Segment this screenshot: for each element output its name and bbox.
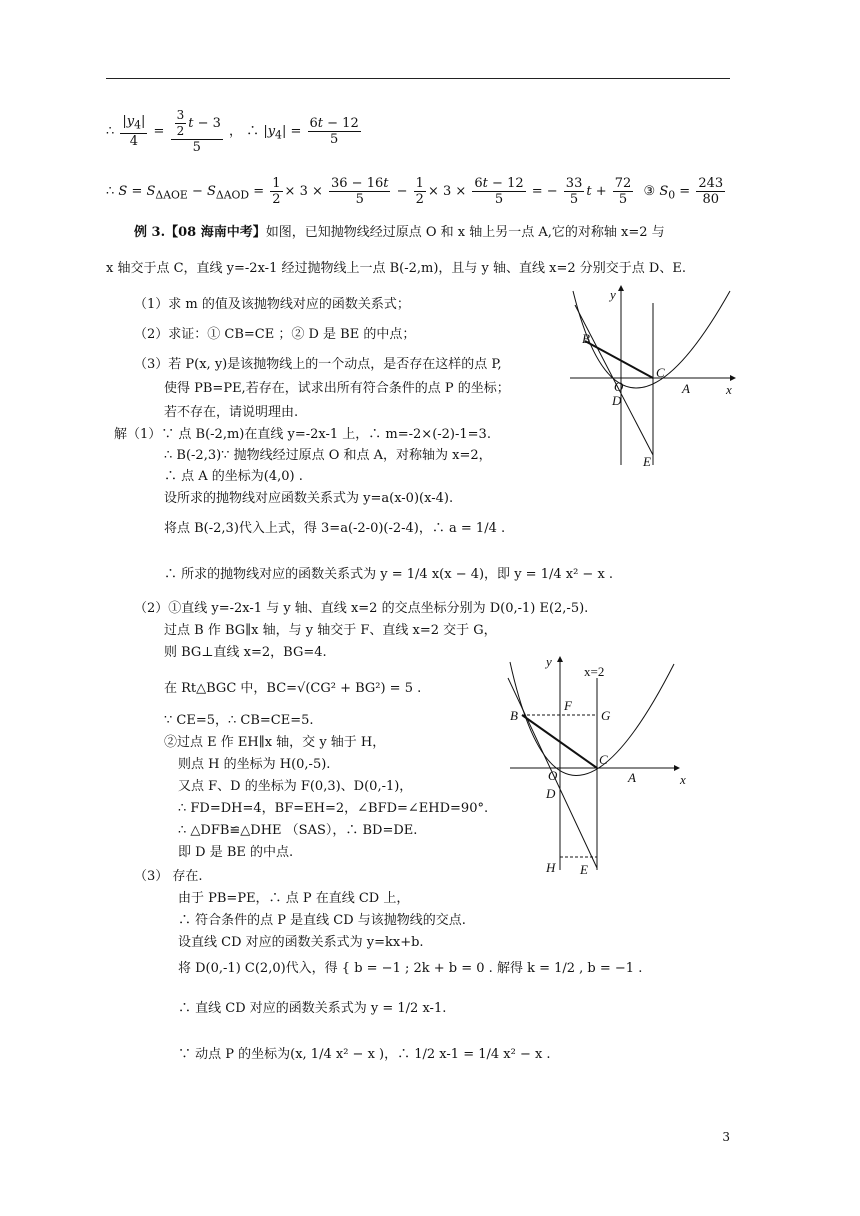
fig1-parabola: [573, 291, 730, 388]
solution-1f: ∴ 所求的抛物线对应的函数关系式为 y = 1/4 x(x − 4)，即 y = 1/4 x² − x .: [164, 567, 614, 582]
question-3a: （3）若 P(x, y)是该抛物线上的一个动点，是否存在这样的点 P,: [134, 357, 502, 372]
fig2-parabola: [510, 662, 674, 776]
fig2-label-x: x: [680, 772, 686, 787]
solution-2f: ②过点 E 作 EH∥x 轴，交 y 轴于 H，: [164, 735, 386, 750]
solution-2c: 则 BG⊥直线 x=2，BG=4.: [164, 645, 327, 660]
example-title: 例 3.【08 海南中考】: [134, 225, 266, 240]
solution-3f: ∴ 直线 CD 对应的函数关系式为 y = 1/2 x-1.: [178, 1001, 447, 1016]
solution-3c: ∴ 符合条件的点 P 是直线 CD 与该抛物线的交点.: [178, 913, 466, 928]
fig2-label-F: F: [564, 698, 572, 713]
example-text-2: x 轴交于点 C，直线 y=-2x-1 经过抛物线上一点 B(-2,m)，且与 y 轴、直线 x=2 分别交于点 D、E.: [106, 261, 686, 276]
figure-1: [570, 285, 750, 470]
solution-2g: 则点 H 的坐标为 H(0,-5).: [178, 757, 331, 772]
fig2-label-B: B: [510, 708, 518, 723]
eq-line-1: ∴ $\frac{|y_4|}{4}$ = $\frac{3}{2}$ t − 3 5 ， ∴ $|y_4|$ = $\frac{6t - 12}{5}$: [106, 108, 359, 155]
fig1-label-D: D: [612, 393, 622, 408]
solution-2b: 过点 B 作 BG∥x 轴，与 y 轴交于 F、直线 x=2 交于 G，: [164, 623, 497, 638]
fig2-label-x2: x=2: [584, 664, 605, 679]
solution-1c: ∴ 点 A 的坐标为(4,0) .: [164, 469, 303, 484]
solution-1a: 解（1）∵ 点 B(-2,m)在直线 y=-2x-1 上，∴ m=-2×(-2)-1=3.: [114, 427, 491, 442]
solution-1b: ∴ B(-2,3)∵ 抛物线经过原点 O 和点 A，对称轴为 x=2，: [164, 448, 492, 463]
question-3c: 若不存在，请说明理由.: [164, 405, 299, 420]
solution-2i: ∴ FD=DH=4，BF=EH=2，∠BFD=∠EHD=90°.: [178, 801, 489, 816]
fig2-label-D: D: [546, 786, 556, 801]
page-number: 3: [722, 1130, 730, 1144]
fig1-segment-BC: [585, 341, 653, 378]
solution-1e: 将点 B(-2,3)代入上式，得 3=a(-2-0)(-2-4)，∴ a = 1/4 .: [164, 521, 506, 536]
fig1-x-arrow: [730, 375, 736, 381]
fig1-label-A: A: [682, 381, 690, 396]
solution-2h: 又点 F、D 的坐标为 F(0,3)、D(0,-1)，: [178, 779, 413, 794]
fig1-label-E: E: [643, 454, 651, 469]
fig1-label-C: C: [656, 365, 665, 380]
eq-line-2: ∴ $S = S_{\Delta AOE} - S_{\Delta AOD}$ = $\frac{1}{2}$ × 3 × $\frac{36 - 16t}{5}$ − $\frac{1}{2}$ × 3 × $\frac{6t - 12}{5}$ = − $\frac{33}{5}$ t + $\frac{72}{5}$ ③ $S_0$ = $\frac{243}{80}$: [106, 176, 724, 207]
solution-3g: ∵ 动点 P 的坐标为(x, 1/4 x² − x )，∴ 1/2 x-1 = 1/4 x² − x .: [178, 1047, 551, 1062]
fig1-label-O: O: [614, 379, 624, 394]
solution-3b: 由于 PB=PE，∴ 点 P 在直线 CD 上，: [178, 891, 410, 906]
solution-3e: 将 D(0,-1) C(2,0)代入，得 { b = −1 ; 2k + b = 0 . 解得 k = 1/2 , b = −1 .: [178, 961, 643, 976]
fig2-label-y: y: [546, 654, 552, 669]
header-rule: [106, 78, 730, 79]
question-3b: 使得 PB=PE,若存在，试求出所有符合条件的点 P 的坐标；: [164, 381, 510, 396]
fig1-y-arrow: [618, 285, 624, 291]
solution-2k: 即 D 是 BE 的中点.: [178, 845, 294, 860]
fig2-label-E: E: [580, 862, 588, 877]
solution-3a: （3） 存在.: [134, 869, 203, 884]
example-intro: [134, 224, 665, 242]
solution-1d: 设所求的抛物线对应函数关系式为 y=a(x-0)(x-4).: [164, 491, 454, 506]
solution-2j: ∴ △DFB≌△DHE （SAS），∴ BD=DE.: [178, 823, 418, 838]
figure-2: [502, 652, 702, 882]
question-1: （1）求 m 的值及该抛物线对应的函数关系式；: [134, 297, 410, 312]
fig1-label-y: y: [610, 287, 616, 302]
solution-2a: （2）①直线 y=-2x-1 与 y 轴、直线 x=2 的交点坐标分别为 D(0,-1) E(2,-5).: [134, 601, 589, 616]
question-2: （2）求证：① CB=CE ；② D 是 BE 的中点；: [134, 327, 416, 342]
fig1-label-x: x: [726, 382, 732, 397]
fig2-label-G: G: [601, 708, 611, 723]
fig2-y-arrow: [557, 656, 563, 662]
solution-3d: 设直线 CD 对应的函数关系式为 y=kx+b.: [178, 935, 424, 950]
fig2-label-A: A: [628, 770, 636, 785]
solution-2d: 在 Rt△BGC 中，BC=√(CG² + BG²) = 5 .: [164, 681, 422, 696]
example-text-1: 如图，已知抛物线经过原点 O 和 x 轴上另一点 A,它的对称轴 x=2 与: [265, 225, 665, 240]
fig2-label-H: H: [546, 860, 556, 875]
fig2-label-C: C: [599, 752, 608, 767]
fig1-label-B: B: [582, 331, 590, 346]
fig2-label-O: O: [548, 768, 558, 783]
fig2-x-arrow: [674, 765, 680, 771]
solution-2e: ∵ CE=5，∴ CB=CE=5.: [164, 713, 314, 728]
